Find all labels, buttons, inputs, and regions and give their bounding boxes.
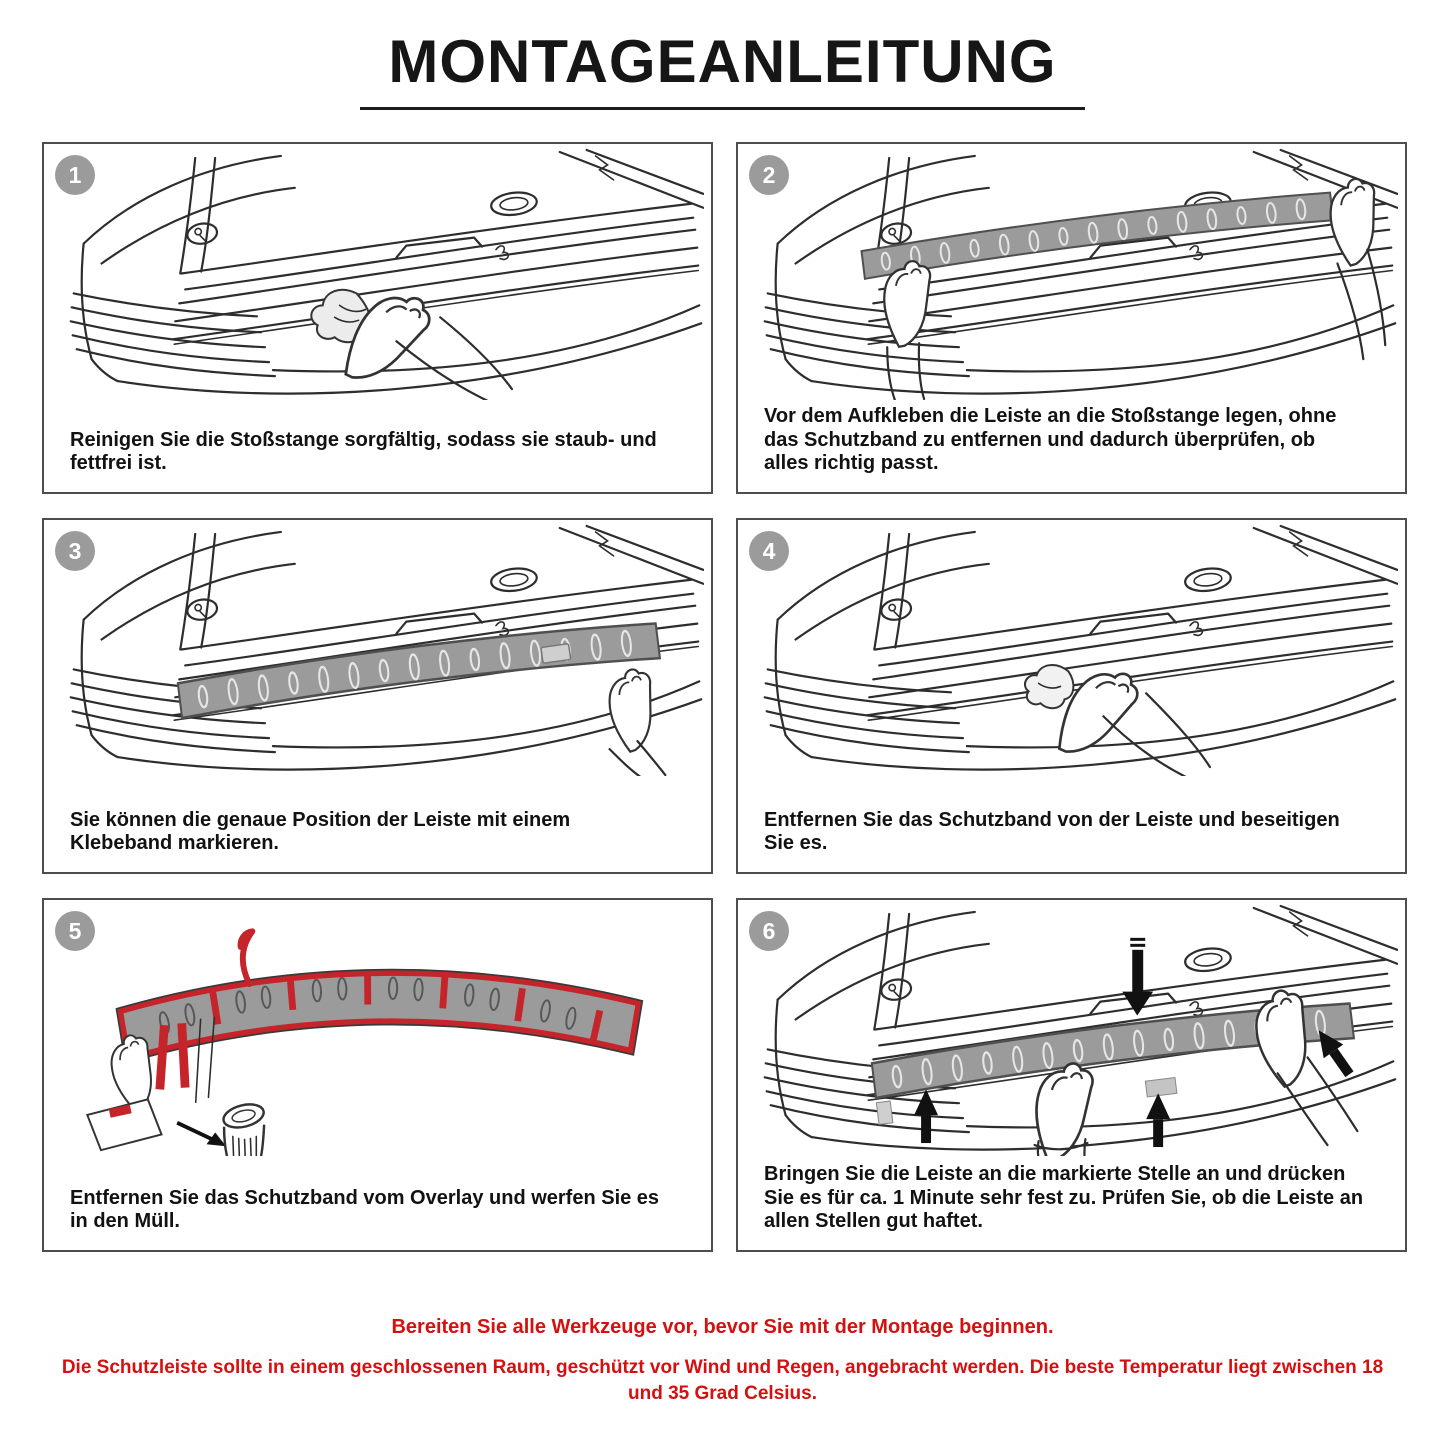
page-title: MONTAGEANLEITUNG — [360, 30, 1084, 110]
tape-marker — [876, 1101, 893, 1124]
tape-marker — [1145, 1078, 1177, 1097]
step5-illustration — [45, 902, 704, 1156]
step-panel-1 — [42, 142, 713, 494]
footer-line-1: Bereiten Sie alle Werkzeuge vor, bevor Sie mit der Montage beginnen. — [391, 1316, 1054, 1338]
step-number-badge: 4 — [749, 531, 789, 571]
footer-warnings — [50, 1316, 1395, 1406]
step-caption: Bringen Sie die Leiste an die markierte Stelle an und drücken Sie es für ca. 1 Minute sehr fest zu. Prüfen Sie, ob die Leiste an allen Stellen gut haftet. — [764, 1163, 1364, 1233]
protective-band — [1025, 665, 1073, 708]
step-number-badge: 6 — [749, 911, 789, 951]
step-number-badge: 1 — [55, 155, 95, 195]
step-panel-5 — [42, 898, 713, 1252]
step-panel-3 — [42, 518, 713, 874]
trash-can-icon — [221, 1101, 266, 1156]
step-caption: Entfernen Sie das Schutzband von der Leiste und beseitigen Sie es. — [764, 808, 1340, 855]
tape-marker — [541, 644, 571, 664]
step-caption: Entfernen Sie das Schutzband vom Overlay und werfen Sie es in den Müll. — [70, 1186, 660, 1233]
step-panel-2 — [736, 142, 1407, 494]
step1-illustration — [45, 146, 704, 400]
step-caption: Reinigen Sie die Stoßstange sorgfältig, sodass sie staub- und fettfrei ist. — [70, 428, 657, 475]
step2-illustration — [739, 146, 1398, 400]
step-number-badge: 5 — [55, 911, 95, 951]
step-panel-6 — [736, 898, 1407, 1252]
step-caption: Vor dem Aufkleben die Leiste an die Stoßstange legen, ohne das Schutzband zu entfernen und dadurch überprüfen, ob alles richtig passt. — [764, 405, 1337, 475]
press-arrow-down-icon — [1122, 938, 1153, 1016]
step4-illustration — [739, 522, 1398, 776]
step-caption: Sie können die genaue Position der Leiste mit einem Klebeband markieren. — [70, 808, 571, 855]
step-panel-4 — [736, 518, 1407, 874]
footer-line-2: Die Schutzleiste sollte in einem geschlossenen Raum, geschützt vor Wind und Regen, angebracht werden. Die beste Temperatur liegt zwischen 18 und 35 Grad Celsius. — [61, 1357, 1384, 1404]
overlay-strip-with-red-tape — [121, 931, 639, 1058]
step3-illustration — [45, 522, 704, 776]
red-tape-curl — [241, 931, 253, 984]
step6-illustration — [739, 902, 1398, 1156]
right-arm — [1337, 250, 1385, 360]
step-number-badge: 2 — [749, 155, 789, 195]
step-number-badge: 3 — [55, 531, 95, 571]
